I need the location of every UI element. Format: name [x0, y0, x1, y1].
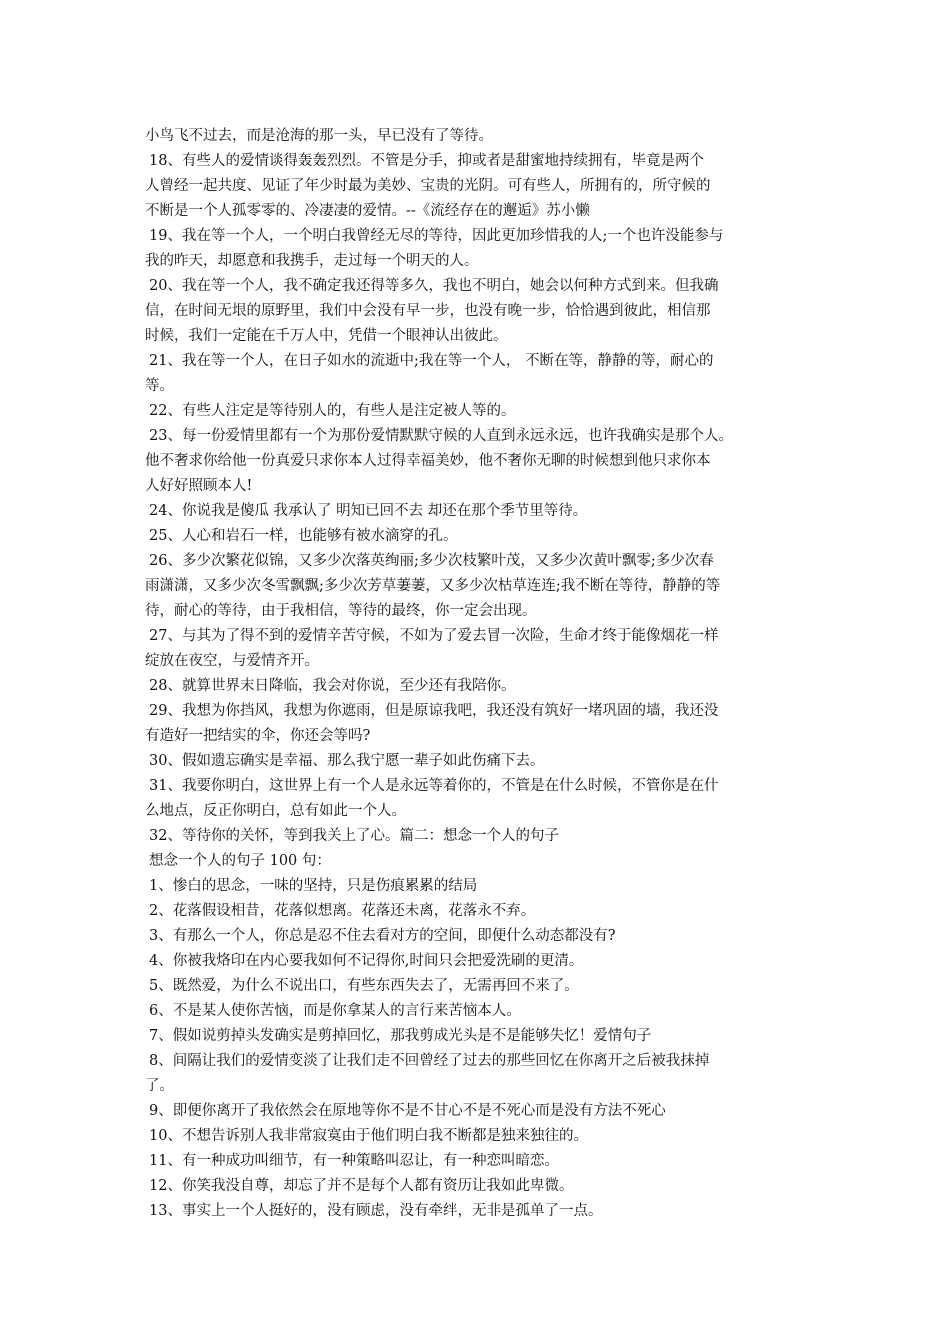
text-line: 雨潇潇，又多少次冬雪飘飘;多少次芳草萋萋，又多少次枯草连连;我不断在等待，静静的等 [145, 578, 721, 594]
text-line: 不断是一个人孤零零的、冷凄凄的爱情。--《流经存在的邂逅》苏小懒 [145, 203, 590, 219]
text-line: 5、既然爱，为什么不说出口，有些东西失去了，无需再回不来了。 [149, 978, 579, 994]
text-line: 等。 [145, 378, 174, 394]
text-line: 绽放在夜空，与爱情齐开。 [145, 653, 319, 669]
text-line: 28、就算世界末日降临，我会对你说，至少还有我陪你。 [149, 678, 516, 694]
text-line: 31、我要你明白，这世界上有一个人是永远等着你的，不管是在什么时候，不管你是在什 [149, 778, 719, 794]
text-line: 23、每一份爱情里都有一个为那份爱情默默守候的人直到永远永远，也许我确实是那个人。 [149, 428, 733, 444]
text-line: 13、事实上一个人挺好的，没有顾虑，没有牵绊，无非是孤单了一点。 [149, 1203, 603, 1219]
text-line: 30、假如遗忘确实是幸福、那么我宁愿一辈子如此伤痛下去。 [149, 753, 545, 769]
text-line: 人好好照顾本人! [145, 478, 253, 494]
text-line: 他不奢求你给他一份真爱只求你本人过得幸福美妙，他不奢你无聊的时候想到他只求你本 [145, 453, 711, 469]
text-line: 11、有一种成功叫细节，有一种策略叫忍让，有一种恋叫暗恋。 [149, 1153, 559, 1169]
text-line: 3、有那么一个人，你总是忍不住去看对方的空间，即便什么动态都没有? [149, 928, 616, 944]
text-line: 25、人心和岩石一样，也能够有被水滴穿的孔。 [149, 528, 458, 544]
document-body [145, 124, 825, 1224]
text-line: 10、不想告诉别人我非常寂寞由于他们明白我不断都是独来独往的。 [149, 1128, 588, 1144]
text-line: 时候，我们一定能在千万人中，凭借一个眼神认出彼此。 [145, 328, 508, 344]
text-line: 18、有些人的爱情谈得轰轰烈烈。不管是分手，抑或者是甜蜜地持续拥有，毕竟是两个 [149, 153, 704, 169]
text-line: 8、间隔让我们的爱情变淡了让我们走不回曾经了过去的那些回忆在你离开之后被我抹掉 [149, 1053, 710, 1069]
text-line: 人曾经一起共度、见证了年少时最为美妙、宝贵的光阴。可有些人，所拥有的，所守候的 [145, 178, 711, 194]
text-line: 么地点，反正你明白，总有如此一个人。 [145, 803, 406, 819]
text-line: 24、你说我是傻瓜 我承认了 明知已回不去 却还在那个季节里等待。 [149, 503, 588, 519]
text-line: 2、花落假设相昔，花落似想离。花落还未离，花落永不弃。 [149, 903, 536, 919]
text-line: 信，在时间无垠的原野里，我们中会没有早一步，也没有晚一步，恰恰遇到彼此，相信那 [145, 303, 711, 319]
text-line: 12、你笑我没自尊，却忘了并不是每个人都有资历让我如此卑微。 [149, 1178, 574, 1194]
text-line: 9、即便你离开了我依然会在原地等你不是不甘心不是不死心而是没有方法不死心 [149, 1103, 666, 1119]
text-line: 6、不是某人使你苦恼，而是你拿某人的言行来苦恼本人。 [149, 1003, 521, 1019]
text-line: 我的昨天，却愿意和我携手，走过每一个明天的人。 [145, 253, 479, 269]
text-line: 22、有些人注定是等待别人的，有些人是注定被人等的。 [149, 403, 516, 419]
text-line: 7、假如说剪掉头发确实是剪掉回忆，那我剪成光头是不是能够失忆！爱情句子 [149, 1028, 652, 1044]
text-line: 32、等待你的关怀，等到我关上了心。篇二：想念一个人的句子 [149, 828, 559, 844]
text-line: 想念一个人的句子 100 句： [149, 853, 331, 869]
text-line: 了。 [145, 1078, 174, 1094]
text-line: 4、你被我烙印在内心要我如何不记得你,时间只会把爱洗刷的更清。 [149, 953, 584, 969]
text-line: 有造好一把结实的伞，你还会等吗? [145, 728, 371, 744]
text-line: 待，耐心的等待，由于我相信，等待的最终，你一定会出现。 [145, 603, 537, 619]
text-line: 小鸟飞不过去，而是沧海的那一头，早已没有了等待。 [145, 128, 493, 144]
text-line: 26、多少次繁花似锦，又多少次落英绚丽;多少次枝繁叶茂，又多少次黄叶飘零;多少次春 [149, 553, 714, 569]
text-line: 27、与其为了得不到的爱情辛苦守候，不如为了爱去冒一次险，生命才终于能像烟花一样 [149, 628, 719, 644]
text-line: 29、我想为你挡风，我想为你遮雨，但是原谅我吧，我还没有筑好一堵巩固的墙，我还没 [149, 703, 719, 719]
text-line: 1、惨白的思念，一味的坚持，只是伤痕累累的结局 [149, 878, 478, 894]
text-line: 21、我在等一个人，在日子如水的流逝中;我在等一个人， 不断在等，静静的等，耐心的 [149, 353, 714, 369]
text-line: 19、我在等一个人，一个明白我曾经无尽的等待，因此更加珍惜我的人;一个也许没能参与 [149, 228, 724, 244]
text-line: 20、我在等一个人，我不确定我还得等多久，我也不明白，她会以何种方式到来。但我确 [149, 278, 719, 294]
